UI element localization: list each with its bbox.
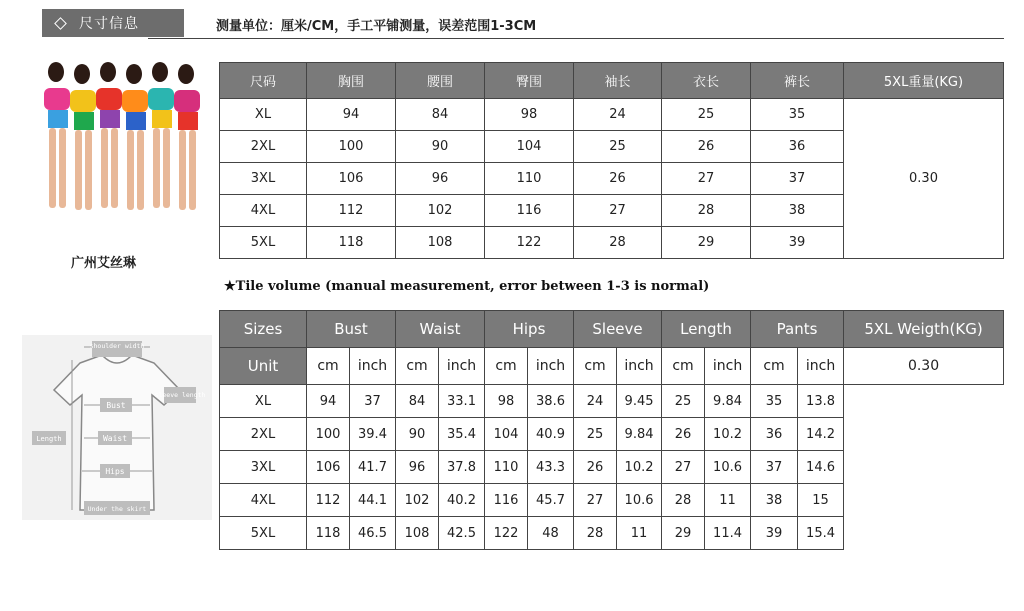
cell: 13.8 [798, 385, 844, 418]
cell: 27 [574, 195, 662, 227]
under-skirt-label: Under the skirt [87, 505, 147, 513]
unit-cell: cm [396, 348, 439, 385]
cell: 11.4 [705, 517, 751, 550]
size-table-cn [219, 62, 1004, 259]
cell: 5XL [220, 227, 307, 259]
section-tag [42, 9, 184, 37]
diamond-icon [54, 17, 67, 30]
unit-cell: inch [705, 348, 751, 385]
cell: 110 [485, 451, 528, 484]
cell: 9.45 [617, 385, 662, 418]
cell: 2XL [220, 418, 307, 451]
model-figures [44, 62, 200, 210]
cell: 116 [485, 195, 574, 227]
cell: 29 [662, 517, 705, 550]
table-row [220, 517, 1004, 550]
cell: 14.6 [798, 451, 844, 484]
cell: 26 [574, 451, 617, 484]
cell: 42.5 [439, 517, 485, 550]
cell: 27 [662, 451, 705, 484]
bust-label: Bust [106, 401, 126, 410]
cell: XL [220, 385, 307, 418]
cell: 94 [307, 99, 396, 131]
cell: 26 [662, 418, 705, 451]
cell: 98 [485, 385, 528, 418]
unit-cell: inch [617, 348, 662, 385]
measurement-diagram [22, 335, 212, 520]
unit-cell: inch [528, 348, 574, 385]
table-row [220, 418, 1004, 451]
waist-label: Waist [102, 434, 128, 443]
hips-label: Hips [105, 467, 125, 476]
cell: 38.6 [528, 385, 574, 418]
cell: 100 [307, 131, 396, 163]
table-row [220, 484, 1004, 517]
cell: 9.84 [617, 418, 662, 451]
cell: 24 [574, 99, 662, 131]
cell: 106 [307, 451, 350, 484]
cell: 33.1 [439, 385, 485, 418]
cell: 25 [574, 131, 662, 163]
cell: 37 [350, 385, 396, 418]
table-header-row [220, 311, 1004, 348]
col-header: 裤长 [751, 63, 844, 99]
cell: 37.8 [439, 451, 485, 484]
cell: 2XL [220, 131, 307, 163]
header-divider [148, 38, 1004, 39]
cell: 28 [662, 484, 705, 517]
cell: 112 [307, 484, 350, 517]
cell: 37 [751, 451, 798, 484]
cell: 118 [307, 227, 396, 259]
cell: 48 [528, 517, 574, 550]
cell: 25 [662, 385, 705, 418]
unit-cell: cm [751, 348, 798, 385]
col-header: Waist [396, 311, 485, 348]
cell: 27 [574, 484, 617, 517]
cell: 26 [574, 163, 662, 195]
cell: XL [220, 99, 307, 131]
unit-cell: inch [439, 348, 485, 385]
cell: 39 [751, 227, 844, 259]
cell: 3XL [220, 451, 307, 484]
cell: 27 [662, 163, 751, 195]
cell: 28 [574, 517, 617, 550]
unit-cell: cm [485, 348, 528, 385]
cell: 104 [485, 418, 528, 451]
col-header: 衣长 [662, 63, 751, 99]
cell: 84 [396, 385, 439, 418]
col-header: 袖长 [574, 63, 662, 99]
cell: 96 [396, 163, 485, 195]
cell: 10.6 [617, 484, 662, 517]
unit-cell: inch [350, 348, 396, 385]
cell: 3XL [220, 163, 307, 195]
cell: 116 [485, 484, 528, 517]
cell: 36 [751, 418, 798, 451]
cell: 118 [307, 517, 350, 550]
cell: 5XL [220, 517, 307, 550]
table-header-row [220, 63, 1004, 99]
cell: 112 [307, 195, 396, 227]
cell: 25 [574, 418, 617, 451]
cell: 10.6 [705, 451, 751, 484]
cell: 46.5 [350, 517, 396, 550]
cell: 110 [485, 163, 574, 195]
length-label: Length [36, 435, 62, 443]
cell: 35 [751, 385, 798, 418]
cell: 4XL [220, 484, 307, 517]
cell: 36 [751, 131, 844, 163]
cell: 108 [396, 227, 485, 259]
unit-row [220, 348, 1004, 385]
col-header: Sizes [220, 311, 307, 348]
cell: 45.7 [528, 484, 574, 517]
cell: 29 [662, 227, 751, 259]
section-tag-label: 尺寸信息 [79, 16, 139, 32]
col-header: Hips [485, 311, 574, 348]
col-header: 尺码 [220, 63, 307, 99]
unit-cell: cm [574, 348, 617, 385]
cell: 44.1 [350, 484, 396, 517]
cell: 96 [396, 451, 439, 484]
cell: 26 [662, 131, 751, 163]
cell: 15.4 [798, 517, 844, 550]
cell: 108 [396, 517, 439, 550]
shoulder-width-label: shoulder width [89, 342, 145, 350]
cell: 84 [396, 99, 485, 131]
cell: 104 [485, 131, 574, 163]
col-header: Length [662, 311, 751, 348]
cell: 38 [751, 195, 844, 227]
weight-cell: 0.30 [844, 99, 1004, 259]
measurement-note: 测量单位：厘米/CM，手工平铺测量，误差范围1-3CM [216, 19, 537, 34]
col-header: 胸围 [307, 63, 396, 99]
cell: 94 [307, 385, 350, 418]
cell: 14.2 [798, 418, 844, 451]
col-header: 5XL重量(KG) [844, 63, 1004, 99]
cell: 90 [396, 131, 485, 163]
cell: 10.2 [705, 418, 751, 451]
cell: 24 [574, 385, 617, 418]
weight-cell: 0.30 [844, 348, 1004, 385]
col-header: 臀围 [485, 63, 574, 99]
cell: 40.9 [528, 418, 574, 451]
unit-cell: cm [662, 348, 705, 385]
cell: 11 [705, 484, 751, 517]
sleeve-length-label: sleeve length [154, 391, 206, 399]
cell: 122 [485, 227, 574, 259]
col-header: Sleeve [574, 311, 662, 348]
cell: 41.7 [350, 451, 396, 484]
cell: 102 [396, 484, 439, 517]
cell: 9.84 [705, 385, 751, 418]
unit-label: Unit [220, 348, 307, 385]
cell: 28 [662, 195, 751, 227]
cell: 37 [751, 163, 844, 195]
cell: 10.2 [617, 451, 662, 484]
col-header: Pants [751, 311, 844, 348]
col-header: Bust [307, 311, 396, 348]
size-table-en [219, 310, 1004, 550]
cell: 43.3 [528, 451, 574, 484]
cell: 4XL [220, 195, 307, 227]
col-header: 腰围 [396, 63, 485, 99]
cell: 106 [307, 163, 396, 195]
cell: 102 [396, 195, 485, 227]
cell: 35.4 [439, 418, 485, 451]
table-row [220, 451, 1004, 484]
table-row [220, 99, 1004, 131]
tile-volume-note: ★Tile volume (manual measurement, error between 1-3 is normal) [224, 279, 710, 294]
cell: 11 [617, 517, 662, 550]
unit-cell: cm [307, 348, 350, 385]
cell: 35 [751, 99, 844, 131]
cell: 25 [662, 99, 751, 131]
brand-name: 广州艾丝琳 [71, 256, 137, 271]
product-photo [30, 58, 210, 233]
cell: 40.2 [439, 484, 485, 517]
cell: 122 [485, 517, 528, 550]
cell: 98 [485, 99, 574, 131]
cell: 39.4 [350, 418, 396, 451]
cell: 28 [574, 227, 662, 259]
cell: 15 [798, 484, 844, 517]
cell: 100 [307, 418, 350, 451]
cell: 39 [751, 517, 798, 550]
col-header: 5XL Weigth(KG) [844, 311, 1004, 348]
unit-cell: inch [798, 348, 844, 385]
cell: 38 [751, 484, 798, 517]
table-row [220, 385, 1004, 418]
cell: 90 [396, 418, 439, 451]
